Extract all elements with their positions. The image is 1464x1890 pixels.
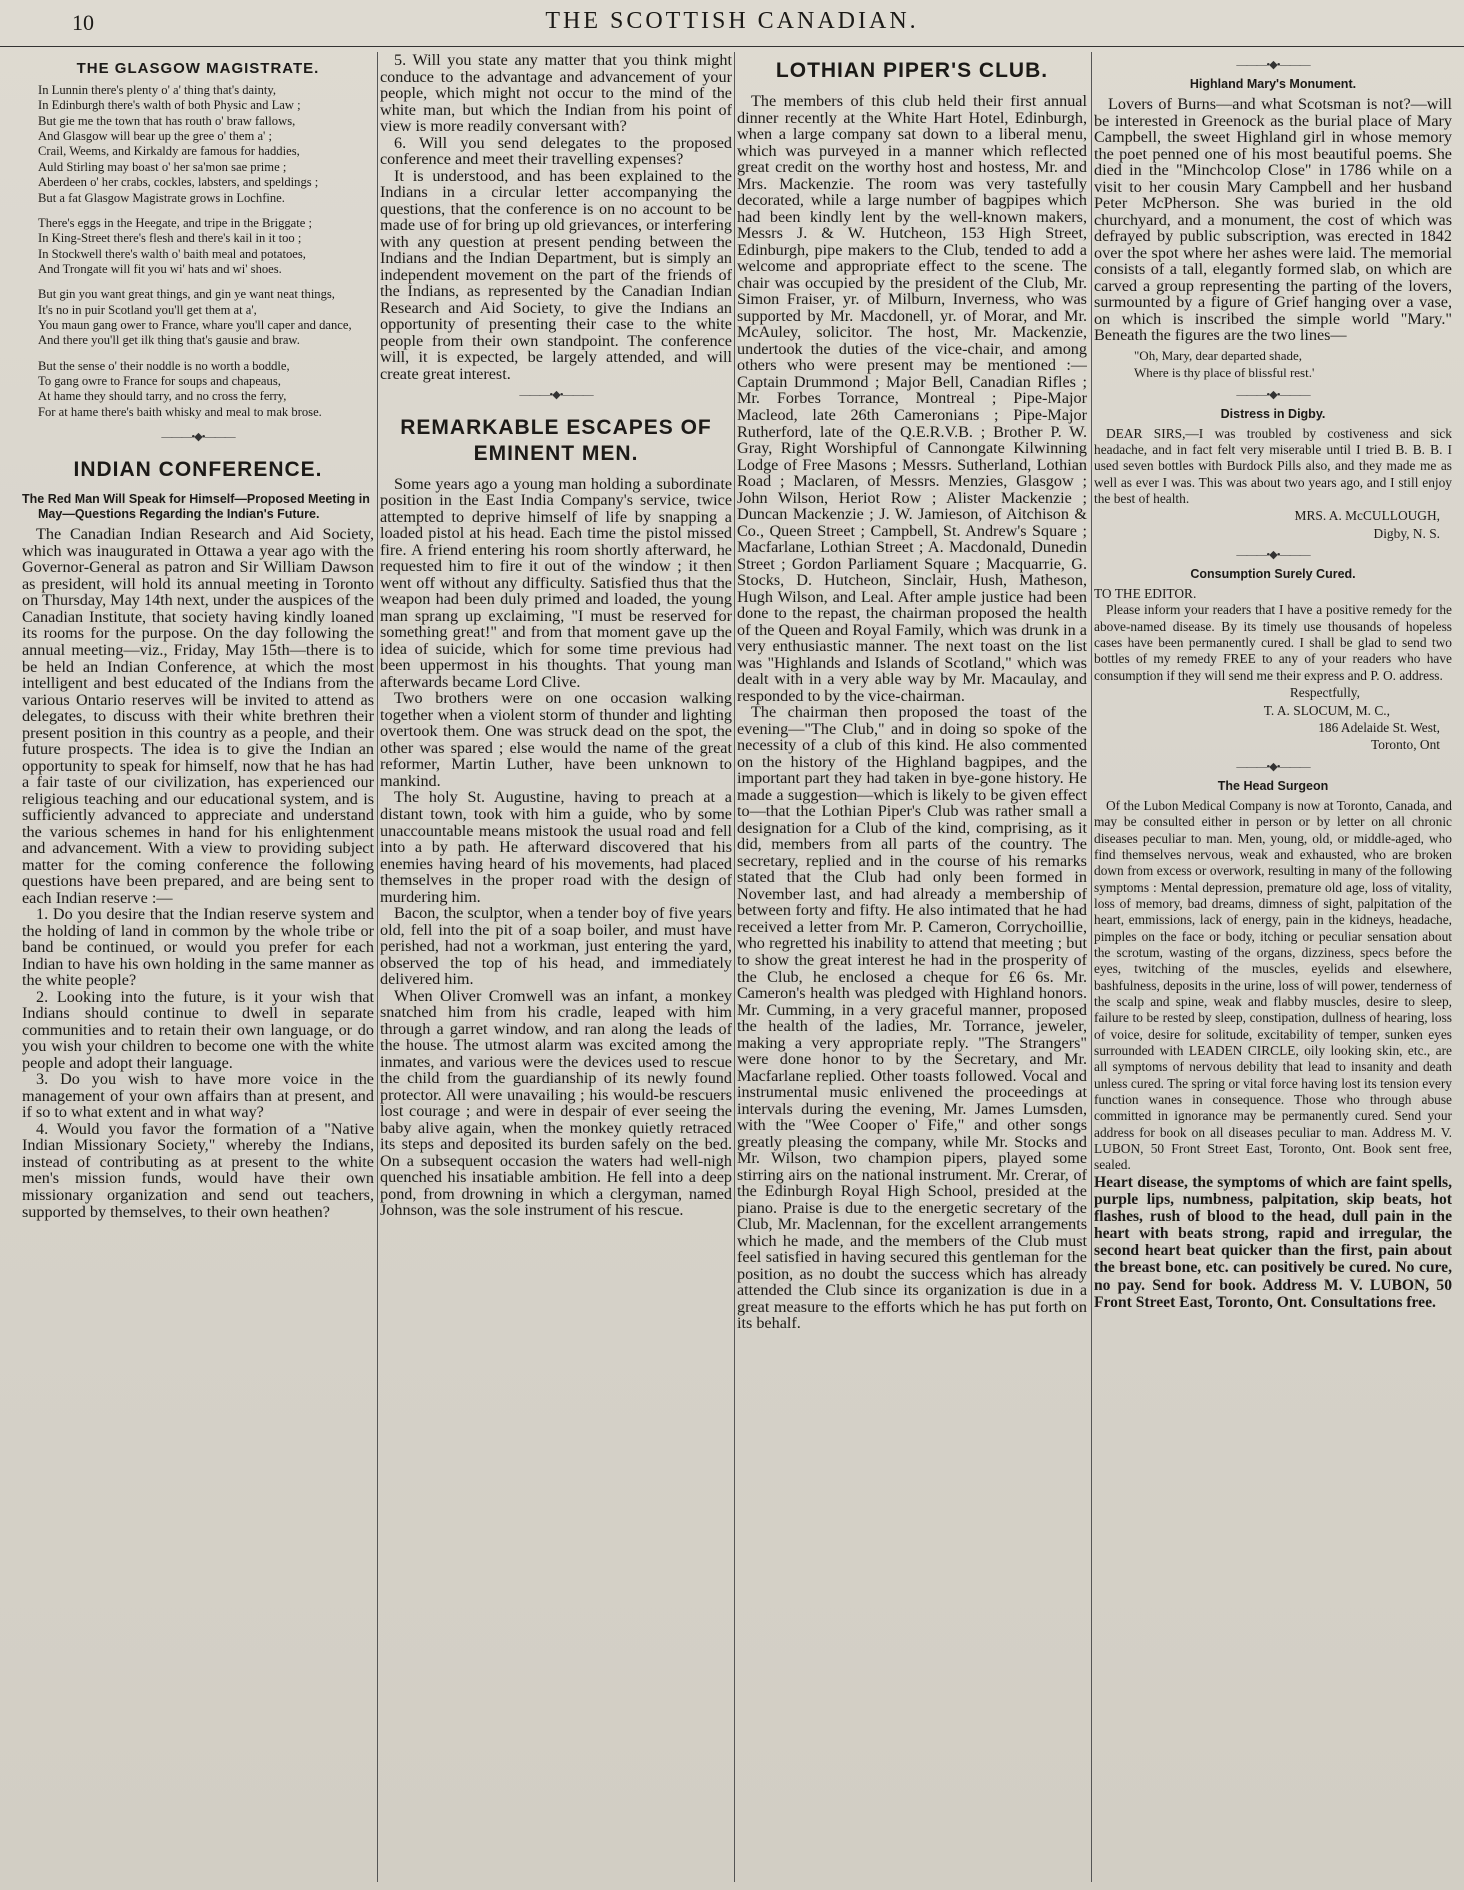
consumption-address1: 186 Adelaide St. West,: [1318, 719, 1440, 735]
digby-signature: MRS. A. McCULLOUGH,: [1294, 508, 1440, 524]
column-rule: [734, 52, 735, 1882]
surgeon-paragraph: Of the Lubon Medical Company is now at Toronto, Canada, and may be consulted either in person or by letter on all chronic diseases peculiar to man. Men, young, old, or middle-aged, who find themselves nervous, weak and exhausted, who are broken down from excess or overwork, resulting in many of the following symptoms : Mental depression, premature old age, loss of vitality, loss of memory, bad dreams, dimness of sight, palpitation of the heart, emmissions, lack of energy, pain in the kidneys, headache, pimples on the face or body, itching or peculiar sensation about the scrotum, wasting of the organs, dizziness, specs before the eyes, twitching of the muscles, eyelids and elsewhere, bashfulness, deposits in the urine, loss of will power, tenderness of the scalp and spine, weak and flabby muscles, desire to sleep, failure to be rested by sleep, constipation, dullness of hearing, loss of voice, desire for solitude, excitability of temper, sunken eyes surrounded with LEADEN CIRCLE, oily looking skin, etc., are all symptoms of nervous debility that lead to insanity and death unless cured. The spring or vital force having lost its tension every function wanes in consequence. Those who through abuse committed in ignorance may be permanently cured. Send your address for book on all diseases peculiar to man. Address M. V. LUBON, 50 Front Street East, Toronto, Ont. Book sent free, sealed.: [1094, 797, 1452, 1173]
consumption-title: Consumption Surely Cured.: [1190, 567, 1356, 582]
surgeon-article: [1094, 798, 1452, 1174]
escapes-paragraph: Bacon, the sculptor, when a tender boy of five years old, fell into the pit of a soap boiler, and must have perished, had not a workman, just entering the yard, observed the top of his head, and immediately delivered him.: [380, 904, 732, 989]
page-number: 10: [72, 10, 94, 35]
escapes-paragraph: Two brothers were on one occasion walking together when a violent storm of thunder and lighting overtook them. One was struck dead on the spot, the other was spared ; else would the name of the great reformer, Martin Luther, have been unknown to mankind.: [380, 689, 732, 790]
consumption-closing: Respectfully,: [1289, 685, 1360, 701]
digby-article: [1094, 426, 1452, 508]
consumption-address2: Toronto, Ont: [1371, 737, 1440, 753]
escapes-paragraph: Some years ago a young man holding a subordinate position in the East India Company's service, twice attempted to deprive himself of life by snapping a loaded pistol at his head. Each time the pistol missed fire. A friend entering his room shortly afterward, he requested him to fire it out of the window ; it then went off without any difficulty. Satisfied thus that the weapon had been duly primed and loaded, the young man sprang up exclaiming, "I must be reserved for something great!" and from that moment gave up the idea of suicide, which for some time previous had been uppermost in his thoughts. That young man afterwards became Lord Clive.: [380, 474, 732, 691]
consumption-paragraph: Please inform your readers that I have a positive remedy for the above-named disease. By its timely use thousands of hopeless cases have been permanently cured. I shall be glad to send two bottles of my remedy FREE to any of your readers who have consumption if they will send me their express and P. O. address.: [1094, 602, 1452, 683]
indian-subtitle: The Red Man Will Speak for Himself—Proposed Meeting in May—Questions Regarding the Indian's Future.: [22, 492, 370, 522]
separator-ornament: ———•◆•———: [1236, 59, 1310, 71]
poem-line: In Lunnin there's plenty o' a' thing that's dainty,: [38, 83, 277, 97]
separator-ornament: ———•◆•———: [1236, 760, 1310, 773]
glasgow-title: THE GLASGOW MAGISTRATE.: [76, 60, 320, 77]
digby-place: Digby, N. S.: [1373, 525, 1440, 541]
poem-line: And Trongate will fit you wi' hats and wi' shoes.: [38, 261, 282, 276]
poem-line: There's eggs in the Heegate, and tripe in the Briggate ;: [38, 215, 312, 230]
consumption-salutation: TO THE EDITOR.: [1094, 586, 1197, 602]
consumption-name: T. A. SLOCUM, M. C.,: [1263, 702, 1390, 718]
poem-line: At hame they should tarry, and no cross the ferry,: [38, 389, 287, 404]
indian-article-part2: [380, 52, 732, 382]
poem-line: You maun gang ower to France, whare you'll caper and dance,: [38, 318, 352, 333]
poem-line: But a fat Glasgow Magistrate grows in Lochfine.: [38, 190, 285, 205]
consumption-signature-block: [1094, 684, 1452, 754]
column-rule: [377, 52, 378, 1882]
masthead: [0, 0, 1464, 47]
escapes-article: [380, 476, 732, 1219]
poem-line: Auld Stirling may boast o' her sa'mon sae prime ;: [38, 159, 287, 174]
poem-line: But the sense o' their noddle is no worth a boddle,: [38, 358, 290, 373]
poem-line: But gie me the town that has routh o' braw fallows,: [38, 113, 296, 128]
indian-question: 5. Will you state any matter that you think might conduce to the advantage and advancement of your people, which might not occur to the mind of the white man, but which the Indian from his point of view is more readily conversant with?: [380, 52, 732, 136]
poem-line: For at hame there's baith whisky and meal to mak brose.: [38, 404, 322, 419]
indian-question: 2. Looking into the future, is it your wish that Indians should continue to dwell in separate communities and to retain their own language, or do you wish your children to become one with the white people and adopt their language.: [22, 987, 374, 1072]
digby-paragraph: DEAR SIRS,—I was troubled by costiveness and sick headache, and in fact felt very miserable until I tried B. B. B. I used seven bottles with Burdock Pills also, and they made me as well as ever I was. This was about two years ago, and I still enjoy the best of health.: [1094, 425, 1452, 506]
quote-line: "Oh, Mary, dear departed shade,: [1134, 347, 1302, 363]
indian-article-part1: [22, 526, 374, 1220]
newspaper-title: THE SCOTTISH CANADIAN.: [545, 8, 919, 34]
indian-question: 1. Do you desire that the Indian reserve system and the holding of land in common by the whole tribe or band be continued, or would you prefer for each Indian to have his own holding in the same manner as the white people?: [22, 905, 374, 990]
poem-line: In Edinburgh there's walth of both Physic and Law ;: [38, 98, 301, 113]
column-rule: [1091, 52, 1092, 1882]
separator-ornament: ———•◆•———: [1236, 549, 1310, 562]
mary-article: [1094, 96, 1452, 344]
poem-line: Crail, Weems, and Kirkaldy are famous for haddies,: [38, 144, 300, 159]
poem-stanza: [22, 287, 374, 348]
indian-question: 3. Do you wish to have more voice in the management of your own affairs than at present, and if so to what extent and in what way?: [22, 1070, 374, 1122]
poem-line: It's no in puir Scotland you'll get them at a',: [38, 302, 257, 317]
digby-signature-block: [1094, 507, 1452, 542]
poem-line: In King-Street there's flesh and there's kail in it too ;: [38, 231, 302, 246]
mary-title: Highland Mary's Monument.: [1189, 77, 1357, 91]
surgeon-bold-paragraph: Heart disease, the symptoms of which are faint spells, purple lips, numbness, palpitation, skip beats, hot flashes, rush of blood to the head, dull pain in the heart with beats strong, rapid and irregular, the second heart beat quicker than the first, pain about the breast bone, etc. can positively be cured. No cure, no pay. Send for book. Address M. V. LUBON, 50 Front Street East, Toronto, Ont. Consultations free.: [1094, 1173, 1452, 1311]
indian-question: 4. Would you favor the formation of a "Native Indian Missionary Society," whereby the Indians, instead of contributing as at present to the white men's mission funds, would have their own missionary organization and send out teachers, supported by themselves, to their own heathen?: [22, 1119, 374, 1221]
escapes-title: REMARKABLE ESCAPES OF EMINENT MEN.: [400, 416, 712, 465]
separator-ornament: ———•◆•———: [1236, 388, 1310, 401]
poem-line: To gang owre to France for soups and chapeaus,: [38, 374, 281, 389]
column-3: [737, 52, 1087, 1882]
column-1: [22, 52, 374, 1882]
indian-title: INDIAN CONFERENCE.: [73, 458, 323, 482]
lothian-paragraph: The chairman then proposed the toast of the evening—"The Club," and in doing so spoke of the necessity of a club of this kind. He also commented on the history of the Highland bagpipes, and the important part they had taken in bye-gone history. He made a suggestion—which is likely to be given effect to—that the Lothian Piper's Club was rather small a designation for a Club of the kind, comprising, as it did, members from all parts of the country. The secretary, replied and in the course of his remarks stated that the Club had only been formed in November last, and had already a membership of between forty and fifty. He also intimated that he had received a letter from Mr. P. Cameron, Corrychoillie, who regretted his inability to attend that meeting ; but to show the great interest he had in the prosperity of the Club, he enclosed a cheque for £6 6s. Mr. Cameron's health was pledged with Highland honors. Mr. Cumming, in a very graceful manner, proposed the health of the ladies, Mr. Torrance, jeweler, making a very appropriate reply. "The Strangers" were done honor to by the Secretary, and Mr. Macfarlane replied. Other toasts followed. Vocal and instrumental music enlivened the proceedings at intervals during the evening, Mr. James Lumsden, with the "Wee Cooper o' Fife," and other songs greatly pleasing the company, while Mr. Stocks and Mr. Wilson, two champion pipers, played some stirring airs on the national instrument. Mr. Crerar, of the Edinburgh Royal High School, presided at the piano. Praise is due to the energetic secretary of the Club, Mr. Maclennan, for the excellent arrangements which he made, and the members of the Club must feel satisfied in having secured this gentleman for the position, as no doubt the success which has already attended the Club since its organization is due in a great measure to the efforts which he has put forth on its behalf.: [737, 703, 1087, 1333]
escapes-paragraph: The holy St. Augustine, having to preach at a distant town, took with him a guide, who by some unaccountable means mistook the usual road and fell into a by path. He afterward discovered that his enemies having heard of his movements, had placed themselves in the proper road with the design of murdering him.: [380, 788, 732, 906]
mary-paragraph: Lovers of Burns—and what Scotsman is not?—will be interested in Greenock as the burial place of Mary Campbell, the sweet Highland girl in whose memory the poet penned one of his most beautiful poems. She died in the "Minchcolop Close" in 1786 while on a visit to her cousin Mary Campbell and her husband Peter McPherson. She was buried in the old churchyard, and a monument, the cost of which was defrayed by public subscription, was erected in 1842 over the spot where her ashes were laid. The memorial consists of a tall, elegantly formed slab, on which are carved a group representing the parting of the lovers, surmounted by a figure of Grief hanging over a vase, on which is inscribed the simple world "Mary." Beneath the figures are the two lines—: [1094, 95, 1452, 345]
indian-question: 6. Will you send delegates to the proposed conference and meet their travelling expenses?: [380, 133, 732, 169]
indian-paragraph: It is understood, and has been explained to the Indians in a circular letter accompanying the questions, that the conference is on no account to be made use of for bring up old grievances, or interfering with any question at present pending between the Indians and the Indian Department, but is simply an independent movement on the part of the friends of the Indians, as represented by the Canadian Indian Research and Aid Society, to give the Indians an opportunity of presenting their case to the white people from their own standpoint. The conference will, it is expected, be largely attended, and will create great interest.: [380, 166, 732, 383]
indian-paragraph: The Canadian Indian Research and Aid Society, which was inaugurated in Ottawa a year ago with the Governor-General as patron and Sir William Dawson as president, will hold its annual meeting in Toronto on Thursday, May 14th next, under the auspices of the Canadian Institute, that society having kindly loaned its rooms for the purpose. On the day following the annual meeting—viz., Friday, May 15th—there is to be held an Indian Conference, at which the most intelligent and best educated of the Indians from the various Ontario reserves will be invited to attend as delegates, to discuss with their white brethren their present position in this country as a people, and their future prospects. The idea is to give the Indian an opportunity to speak for himself, now that he has had a fair taste of our civilization, has experienced our religious teaching and our educational system, and is sufficiently advanced to appreciate and understand the various schemes in hand for his enlightenment and advancement. With a view to providing subject matter for the coming conference the following questions have been prepared, and are being sent to each Indian reserve :—: [22, 525, 374, 907]
poem-stanza: [22, 216, 374, 277]
lothian-paragraph: The members of this club held their first annual dinner recently at the White Hart Hotel, Edinburgh, when a large company sat down to a liberal menu, which was purveyed in a manner which reflected great credit on the worthy host and hostess, Mr. and Mrs. Mackenzie. The room was very tastefully decorated, while a large number of bagpipes which had been kindly lent by the well-known makers, Messrs J. & W. Hutcheon, 153 High Street, Edinburgh, pipe makers to the Club, tended to add a welcome and appropriate effect to the scene. The chair was occupied by the president of the Club, Mr. Simon Fraiser, yr. of Milburn, Inverness, who was supported by Mr. Macdonell, yr. of Morar, and Mr. McAuley, solicitor. The host, Mr. Mackenzie, undertook the duties of the vice-chair, and among others who were present may be mentioned :—Captain Drummond ; Major Bell, Canadian Rifles ; Mr. Forbes Torrance, Montreal ; Pipe-Major Macleod, late 26th Cameronians ; Pipe-Major Rutherford, late of the Q.E.R.V.B. ; Brother P. W. Gray, Right Worshipful of Cannongate Kilwinning Lodge of Free Masons ; Messrs. Sutherland, Lothian Road ; Maclaren, of Messrs. Menzies, Glasgow ; John Wilson, Heriot Row ; Alister Mackenzie ; Duncan Mackenzie ; J. W. Jamieson, of Aitchison & Co., Queen Street ; Campbell, St. Andrew's Square ; Macfarlane, Lothian Street ; A. Macdonald, Dunedin Street ; Gordon Parliament Square ; Macquarrie, G. Stocks, D. Hutcheon, Sinclair, Hush, Matheson, Hugh Wilson, and Leal. After ample justice had been done to the repast, the chairman proposed the health of the Queen and Royal Family, which was drunk in a very enthusiastic manner. The next toast on the list was "Highlands and Islands of Scotland," which was dealt with in a very able way by Mr. Macaulay, and responded to by the vice-chairman.: [737, 92, 1087, 705]
surgeon-title: The Head Surgeon: [1217, 778, 1329, 793]
lothian-title: LOTHIAN PIPER'S CLUB.: [775, 59, 1049, 82]
quote-line: Where is thy place of blissful rest.': [1134, 364, 1315, 380]
poem-stanza: [22, 83, 374, 206]
poem-line: And there you'll get ilk thing that's gausie and braw.: [38, 333, 300, 348]
separator-ornament: ———•◆•———: [161, 431, 235, 444]
column-4: [1094, 52, 1452, 1882]
glasgow-poem: [22, 83, 374, 420]
poem-line: But gin you want great things, and gin ye want neat things,: [38, 287, 335, 302]
escapes-paragraph: When Oliver Cromwell was an infant, a monkey snatched him from his cradle, leaped with him through a garret window, and ran along the leads of the house. The utmost alarm was excited among the inmates, and various were the devices used to rescue the child from the guardianship of its newly found protector. All were unavailing ; his would-be rescuers lost courage ; and were in despair of ever seeing the baby alive again, when the monkey quietly retraced its steps and deposited its burden safely on the bed. On a subsequent occasion the waters had well-nigh quenched his insatiable ambition. He fell into a deep pond, from drowning in which a clergyman, named Johnson, was the sole instrument of his rescue.: [380, 986, 732, 1220]
poem-line: In Stockwell there's walth o' baith meal and potatoes,: [38, 246, 306, 261]
digby-title: Distress in Digby.: [1220, 406, 1326, 421]
lothian-article: [737, 93, 1087, 1332]
mary-quote: [1094, 348, 1452, 382]
column-2: [380, 52, 732, 1882]
poem-line: Aberdeen o' her crabs, cockles, labsters, and speldings ;: [38, 175, 319, 190]
consumption-article: [1094, 586, 1452, 684]
separator-ornament: ———•◆•———: [519, 389, 593, 402]
poem-stanza: [22, 359, 374, 420]
poem-line: And Glasgow will bear up the gree o' them a' ;: [38, 129, 272, 144]
